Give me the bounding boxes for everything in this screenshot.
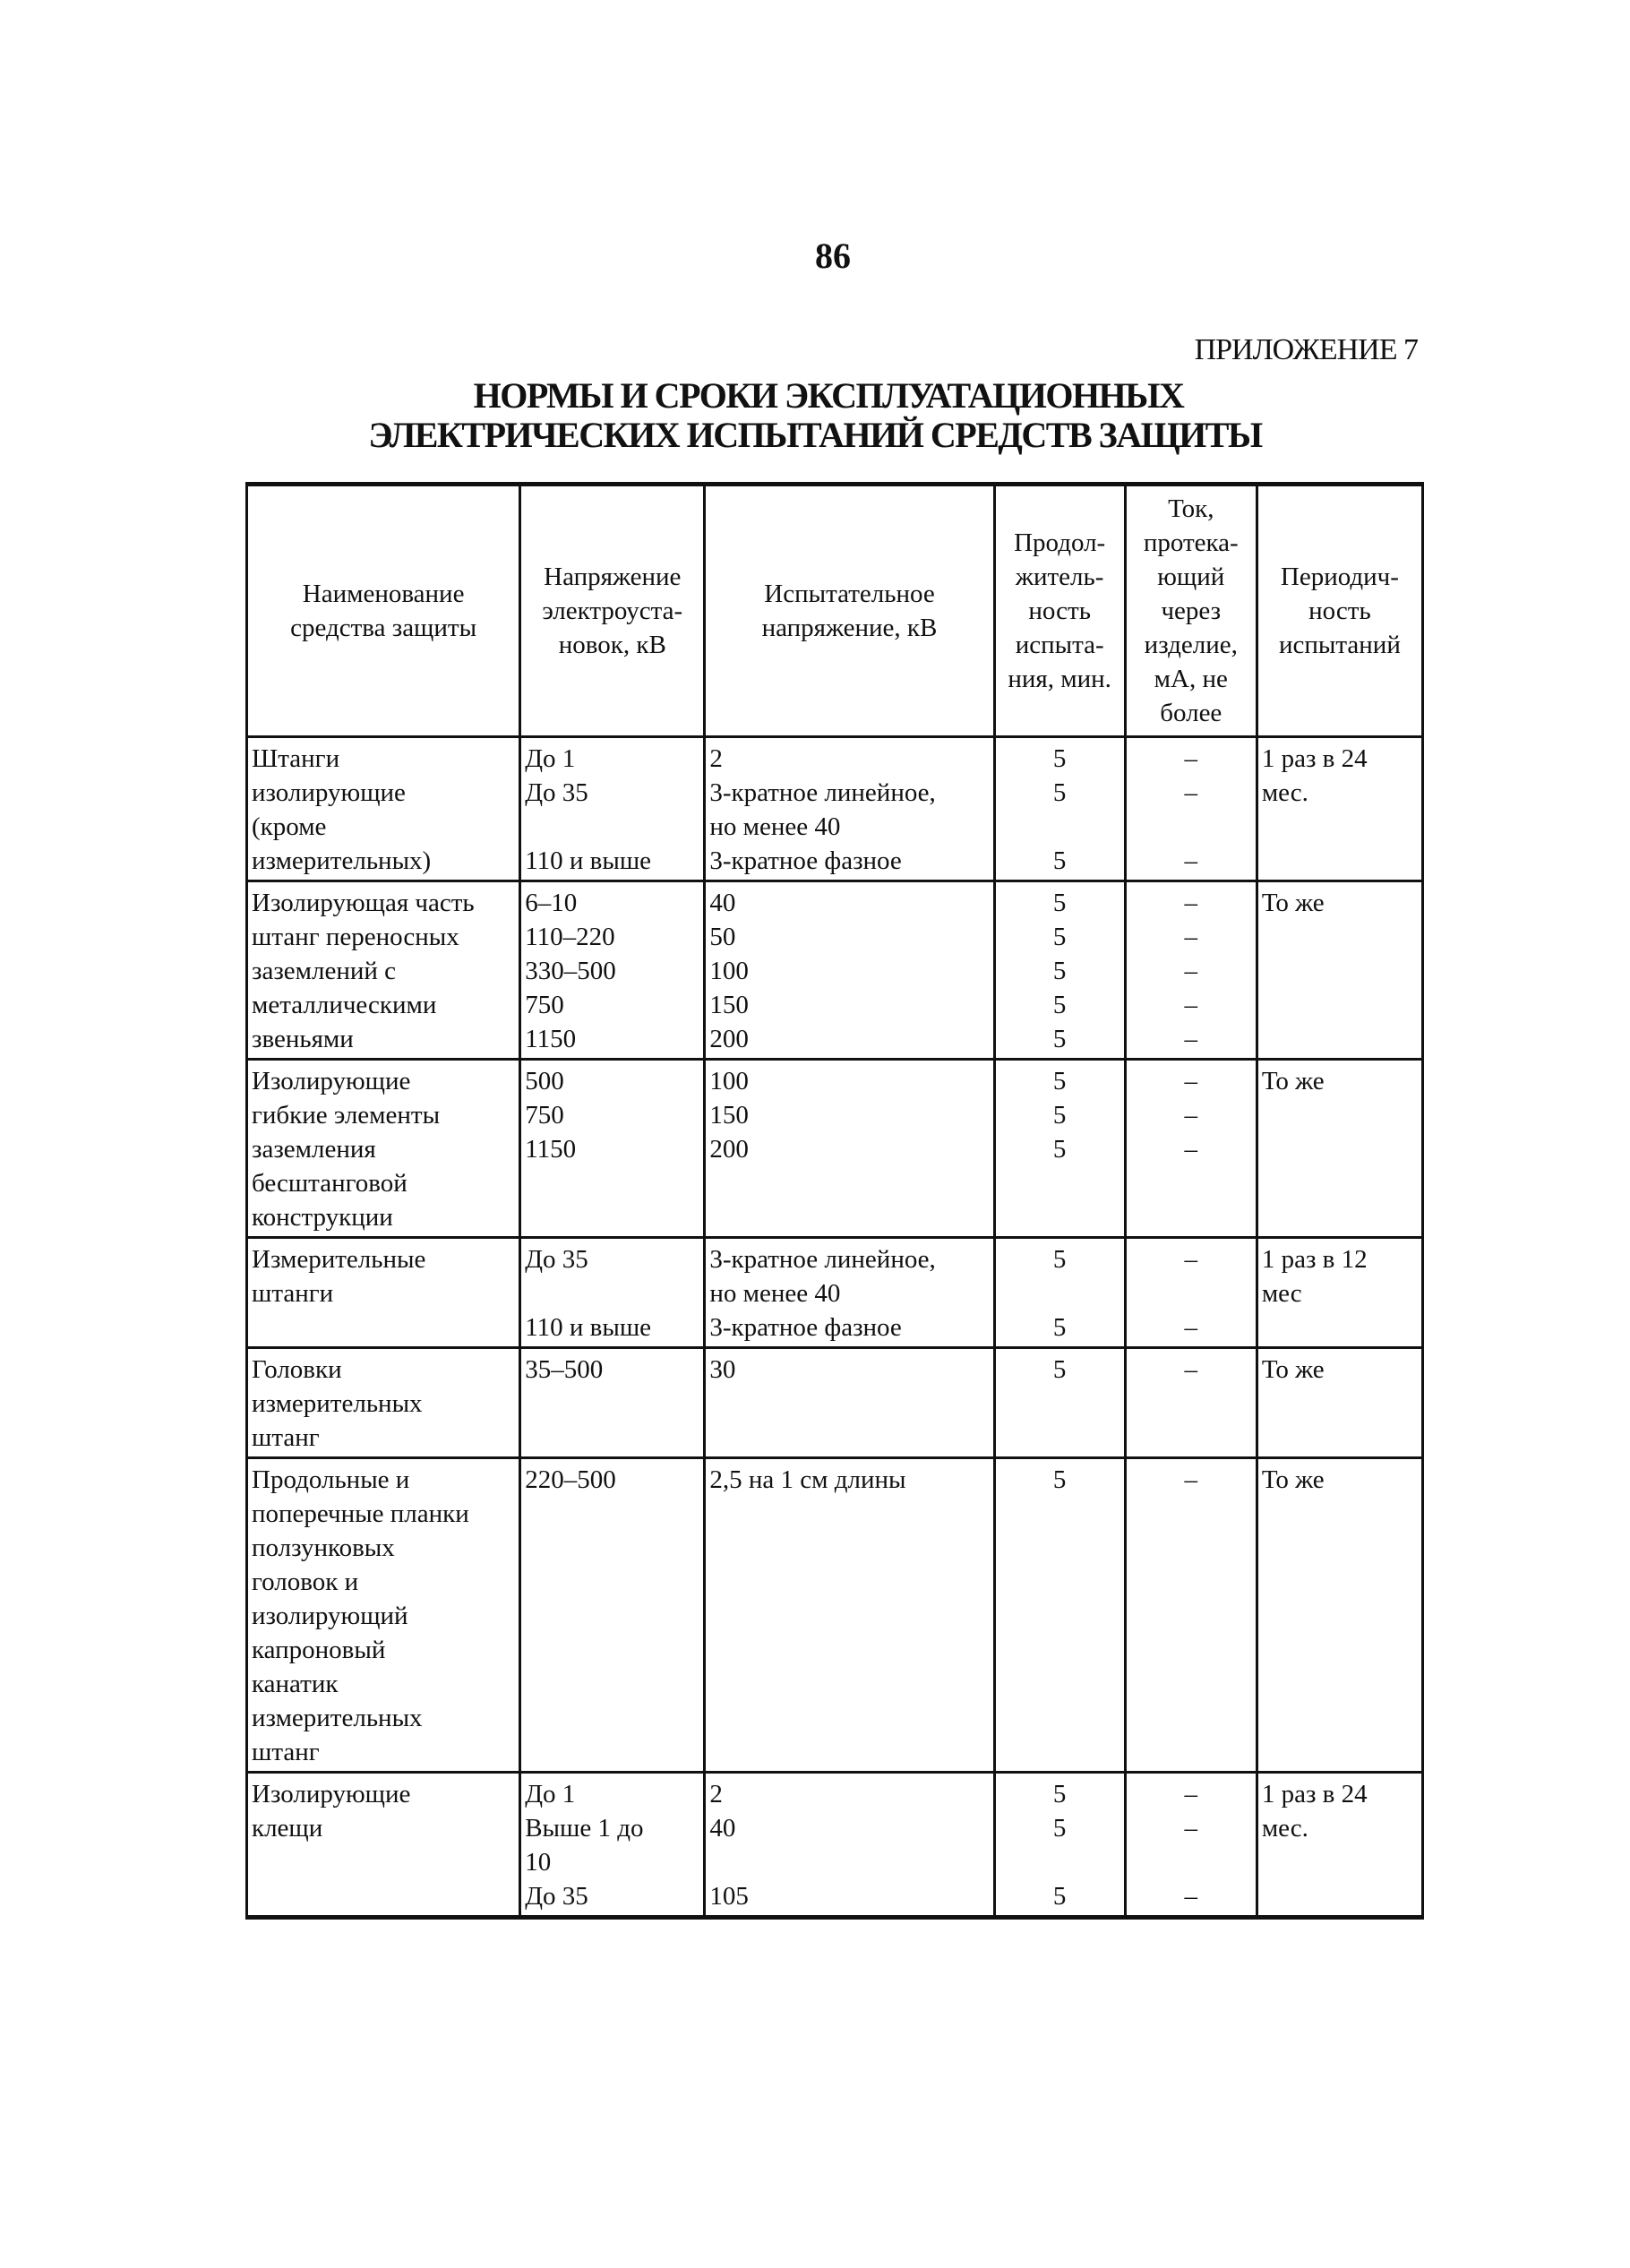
row-name-cell xyxy=(247,1458,520,1773)
row-duration-line: 5 xyxy=(1052,1780,1067,1808)
test-norms-table xyxy=(245,482,1424,1920)
row-current-cell xyxy=(1125,1238,1257,1348)
row-name-line: поперечные планки xyxy=(252,1499,469,1528)
row-name-cell xyxy=(247,737,520,881)
row-duration-line: 5 xyxy=(1052,778,1067,807)
row-test-voltage-line: но менее 40 xyxy=(709,1279,841,1308)
row-current-line: – xyxy=(1184,1355,1198,1384)
row-name-cell xyxy=(247,881,520,1060)
row-current-cell xyxy=(1125,1773,1257,1918)
row-current-line: – xyxy=(1184,1101,1198,1130)
row-voltage-line: До 35 xyxy=(525,1245,588,1274)
row-test-voltage-line: 3-кратное линейное, xyxy=(709,1245,936,1274)
row-test-voltage-cell xyxy=(705,1773,994,1918)
row-period-line: То же xyxy=(1261,1355,1325,1384)
header-voltage: Напряжение электроуста-новок, кВ xyxy=(520,485,705,737)
row-voltage-line: 500 xyxy=(525,1067,564,1095)
row-current-line: – xyxy=(1184,991,1198,1019)
row-duration-line: 5 xyxy=(1052,1465,1067,1494)
row-current-line: – xyxy=(1184,1814,1198,1843)
row-duration-line: 5 xyxy=(1052,1355,1067,1384)
row-period-line: 1 раз в 24 xyxy=(1261,1780,1368,1808)
row-duration-line: 5 xyxy=(1052,957,1067,985)
row-duration-line: 5 xyxy=(1052,889,1067,917)
row-test-voltage-line: 40 xyxy=(709,1814,736,1843)
table-row xyxy=(247,1458,1423,1773)
row-voltage-cell xyxy=(520,881,705,1060)
row-duration-cell xyxy=(994,1238,1125,1348)
row-test-voltage-cell xyxy=(705,1458,994,1773)
row-current-line: – xyxy=(1184,846,1198,875)
row-current-cell xyxy=(1125,737,1257,881)
table-row xyxy=(247,737,1423,881)
row-period-line: То же xyxy=(1261,889,1325,917)
row-name-line: измерительных) xyxy=(252,846,432,875)
row-period-line: 1 раз в 12 xyxy=(1261,1245,1368,1274)
row-name-line: металлическими xyxy=(252,991,437,1019)
row-current-line: – xyxy=(1184,1245,1198,1274)
row-period-line: То же xyxy=(1261,1465,1325,1494)
row-test-voltage-line: 3-кратное линейное, xyxy=(709,778,936,807)
row-test-voltage-line: 2,5 на 1 см длины xyxy=(709,1465,906,1494)
row-duration-cell xyxy=(994,881,1125,1060)
row-duration-line: 5 xyxy=(1052,1067,1067,1095)
row-voltage-line: 6–10 xyxy=(525,889,578,917)
table-row xyxy=(247,1238,1423,1348)
row-current-line: – xyxy=(1184,923,1198,951)
row-period-line: То же xyxy=(1261,1067,1325,1095)
row-name-cell xyxy=(247,1773,520,1918)
row-period-line: мес. xyxy=(1261,778,1308,807)
row-voltage-line: 1150 xyxy=(525,1025,577,1053)
row-test-voltage-line: 2 xyxy=(709,1780,723,1808)
row-period-line: мес. xyxy=(1261,1814,1308,1843)
row-test-voltage-line: 30 xyxy=(709,1355,736,1384)
row-duration-line: 5 xyxy=(1052,991,1067,1019)
row-voltage-line: 110 и выше xyxy=(525,1313,652,1342)
row-name-line: Измерительные xyxy=(252,1245,426,1274)
row-test-voltage-line: 3-кратное фазное xyxy=(709,1313,902,1342)
row-current-line: – xyxy=(1184,1465,1198,1494)
row-test-voltage-line xyxy=(709,1845,989,1879)
row-name-line: гибкие элементы xyxy=(252,1101,441,1130)
row-name-line: звеньями xyxy=(252,1025,354,1053)
row-duration-line xyxy=(999,810,1120,844)
row-voltage-line: 750 xyxy=(525,1101,564,1130)
row-name-line: Изолирующие xyxy=(252,1067,411,1095)
row-period-cell xyxy=(1257,737,1422,881)
row-name-line: изолирующий xyxy=(252,1602,408,1630)
row-duration-line: 5 xyxy=(1052,1245,1067,1274)
row-voltage-line: 330–500 xyxy=(525,957,616,985)
row-voltage-line: До 1 xyxy=(525,1780,576,1808)
row-duration-line: 5 xyxy=(1052,744,1067,773)
row-period-cell xyxy=(1257,1458,1422,1773)
row-name-line: Изолирующая часть xyxy=(252,889,475,917)
row-test-voltage-line: 50 xyxy=(709,923,736,951)
row-current-cell xyxy=(1125,1060,1257,1238)
row-current-line: – xyxy=(1184,1067,1198,1095)
row-test-voltage-cell xyxy=(705,1238,994,1348)
row-duration-line: 5 xyxy=(1052,846,1067,875)
row-duration-cell xyxy=(994,737,1125,881)
row-current-line: – xyxy=(1184,1025,1198,1053)
row-voltage-line: До 1 xyxy=(525,744,576,773)
header-name: Наименование средства защиты xyxy=(247,485,520,737)
row-period-line: мес xyxy=(1261,1279,1302,1308)
row-period-cell xyxy=(1257,881,1422,1060)
row-duration-line: 5 xyxy=(1052,1025,1067,1053)
table-row xyxy=(247,1060,1423,1238)
row-voltage-cell xyxy=(520,1348,705,1458)
header-test-voltage: Испытательное напряжение, кВ xyxy=(705,485,994,737)
row-current-line xyxy=(1130,810,1252,844)
row-name-line: бесштанговой xyxy=(252,1169,408,1198)
row-name-line: капроновый xyxy=(252,1636,386,1664)
row-current-cell xyxy=(1125,881,1257,1060)
row-current-line: – xyxy=(1184,1313,1198,1342)
row-name-line: Изолирующие xyxy=(252,1780,411,1808)
row-duration-cell xyxy=(994,1348,1125,1458)
row-voltage-cell xyxy=(520,1238,705,1348)
row-voltage-line: До 35 xyxy=(525,778,588,807)
row-voltage-line: 110 и выше xyxy=(525,846,652,875)
row-test-voltage-line: 100 xyxy=(709,957,749,985)
row-current-line: – xyxy=(1184,1780,1198,1808)
table-header-row xyxy=(247,485,1423,737)
row-test-voltage-line: 105 xyxy=(709,1882,749,1911)
row-voltage-line: До 35 xyxy=(525,1882,588,1911)
row-name-line: ползунковых xyxy=(252,1533,395,1562)
row-test-voltage-cell xyxy=(705,881,994,1060)
row-voltage-line: 35–500 xyxy=(525,1355,604,1384)
row-test-voltage-line: 200 xyxy=(709,1135,749,1164)
row-name-cell xyxy=(247,1238,520,1348)
row-period-line: 1 раз в 24 xyxy=(1261,744,1368,773)
row-current-line: – xyxy=(1184,1135,1198,1164)
row-name-line: (кроме xyxy=(252,812,327,841)
row-current-line xyxy=(1130,1845,1252,1879)
row-current-line: – xyxy=(1184,744,1198,773)
row-name-line: заземления xyxy=(252,1135,376,1164)
row-voltage-line: 110–220 xyxy=(525,923,615,951)
title-line-2: ЭЛЕКТРИЧЕСКИХ ИСПЫТАНИЙ СРЕДСТВ ЗАЩИТЫ xyxy=(368,415,1262,455)
row-test-voltage-line: 150 xyxy=(709,991,749,1019)
table-row xyxy=(247,881,1423,1060)
row-current-line xyxy=(1130,1276,1252,1310)
row-name-line: штанг xyxy=(252,1738,320,1766)
row-name-line: штанг переносных xyxy=(252,923,459,951)
table-row xyxy=(247,1348,1423,1458)
row-duration-cell xyxy=(994,1060,1125,1238)
row-voltage-line: Выше 1 до xyxy=(525,1814,644,1843)
row-duration-line: 5 xyxy=(1052,1814,1067,1843)
row-voltage-line: 1150 xyxy=(525,1135,577,1164)
row-name-line: измерительных xyxy=(252,1389,423,1418)
row-period-cell xyxy=(1257,1060,1422,1238)
row-name-line: Продольные и xyxy=(252,1465,410,1494)
row-voltage-line: 750 xyxy=(525,991,564,1019)
row-voltage-line: 10 xyxy=(525,1848,552,1877)
row-test-voltage-line: но менее 40 xyxy=(709,812,841,841)
row-duration-line: 5 xyxy=(1052,1882,1067,1911)
row-current-line: – xyxy=(1184,957,1198,985)
appendix-label: ПРИЛОЖЕНИЕ 7 xyxy=(1194,333,1418,366)
row-duration-line xyxy=(999,1845,1120,1879)
row-current-line: – xyxy=(1184,889,1198,917)
row-name-line: Головки xyxy=(252,1355,342,1384)
row-voltage-line: 220–500 xyxy=(525,1465,616,1494)
row-test-voltage-line: 200 xyxy=(709,1025,749,1053)
row-voltage-line xyxy=(525,1276,699,1310)
page-number: 86 xyxy=(815,236,851,276)
row-name-line: головок и xyxy=(252,1568,359,1596)
row-test-voltage-line: 2 xyxy=(709,744,723,773)
row-test-voltage-line: 150 xyxy=(709,1101,749,1130)
row-name-line: клещи xyxy=(252,1814,323,1843)
row-name-line: штанги xyxy=(252,1279,334,1308)
row-name-line: штанг xyxy=(252,1423,320,1452)
row-voltage-cell xyxy=(520,1773,705,1918)
row-duration-cell xyxy=(994,1773,1125,1918)
header-duration: Продол-житель-ность испыта-ния, мин. xyxy=(994,485,1125,737)
row-test-voltage-cell xyxy=(705,1348,994,1458)
row-duration-cell xyxy=(994,1458,1125,1773)
title-line-1: НОРМЫ И СРОКИ ЭКСПЛУАТАЦИОННЫХ xyxy=(473,375,1184,416)
row-period-cell xyxy=(1257,1238,1422,1348)
row-name-cell xyxy=(247,1060,520,1238)
row-voltage-cell xyxy=(520,737,705,881)
row-duration-line xyxy=(999,1276,1120,1310)
row-duration-line: 5 xyxy=(1052,1135,1067,1164)
row-current-cell xyxy=(1125,1348,1257,1458)
row-period-cell xyxy=(1257,1348,1422,1458)
row-name-line: конструкции xyxy=(252,1203,393,1232)
row-current-line: – xyxy=(1184,778,1198,807)
table-row xyxy=(247,1773,1423,1918)
row-voltage-line xyxy=(525,810,699,844)
row-name-line: Штанги xyxy=(252,744,340,773)
document-title xyxy=(0,376,1630,455)
row-duration-line: 5 xyxy=(1052,1101,1067,1130)
row-test-voltage-line: 40 xyxy=(709,889,736,917)
row-current-cell xyxy=(1125,1458,1257,1773)
row-name-line: канатик xyxy=(252,1670,339,1698)
row-name-cell xyxy=(247,1348,520,1458)
row-name-line: измерительных xyxy=(252,1704,423,1732)
row-duration-line: 5 xyxy=(1052,923,1067,951)
row-name-line: заземлений с xyxy=(252,957,397,985)
row-test-voltage-line: 3-кратное фазное xyxy=(709,846,902,875)
row-test-voltage-cell xyxy=(705,737,994,881)
row-duration-line: 5 xyxy=(1052,1313,1067,1342)
row-period-cell xyxy=(1257,1773,1422,1918)
row-voltage-cell xyxy=(520,1458,705,1773)
row-current-line: – xyxy=(1184,1882,1198,1911)
row-name-line: изолирующие xyxy=(252,778,406,807)
row-voltage-cell xyxy=(520,1060,705,1238)
row-test-voltage-line: 100 xyxy=(709,1067,749,1095)
row-test-voltage-cell xyxy=(705,1060,994,1238)
header-period: Периодич-ность испытаний xyxy=(1257,485,1422,737)
header-current: Ток, протека-ющий через изделие, мА, не более xyxy=(1125,485,1257,737)
